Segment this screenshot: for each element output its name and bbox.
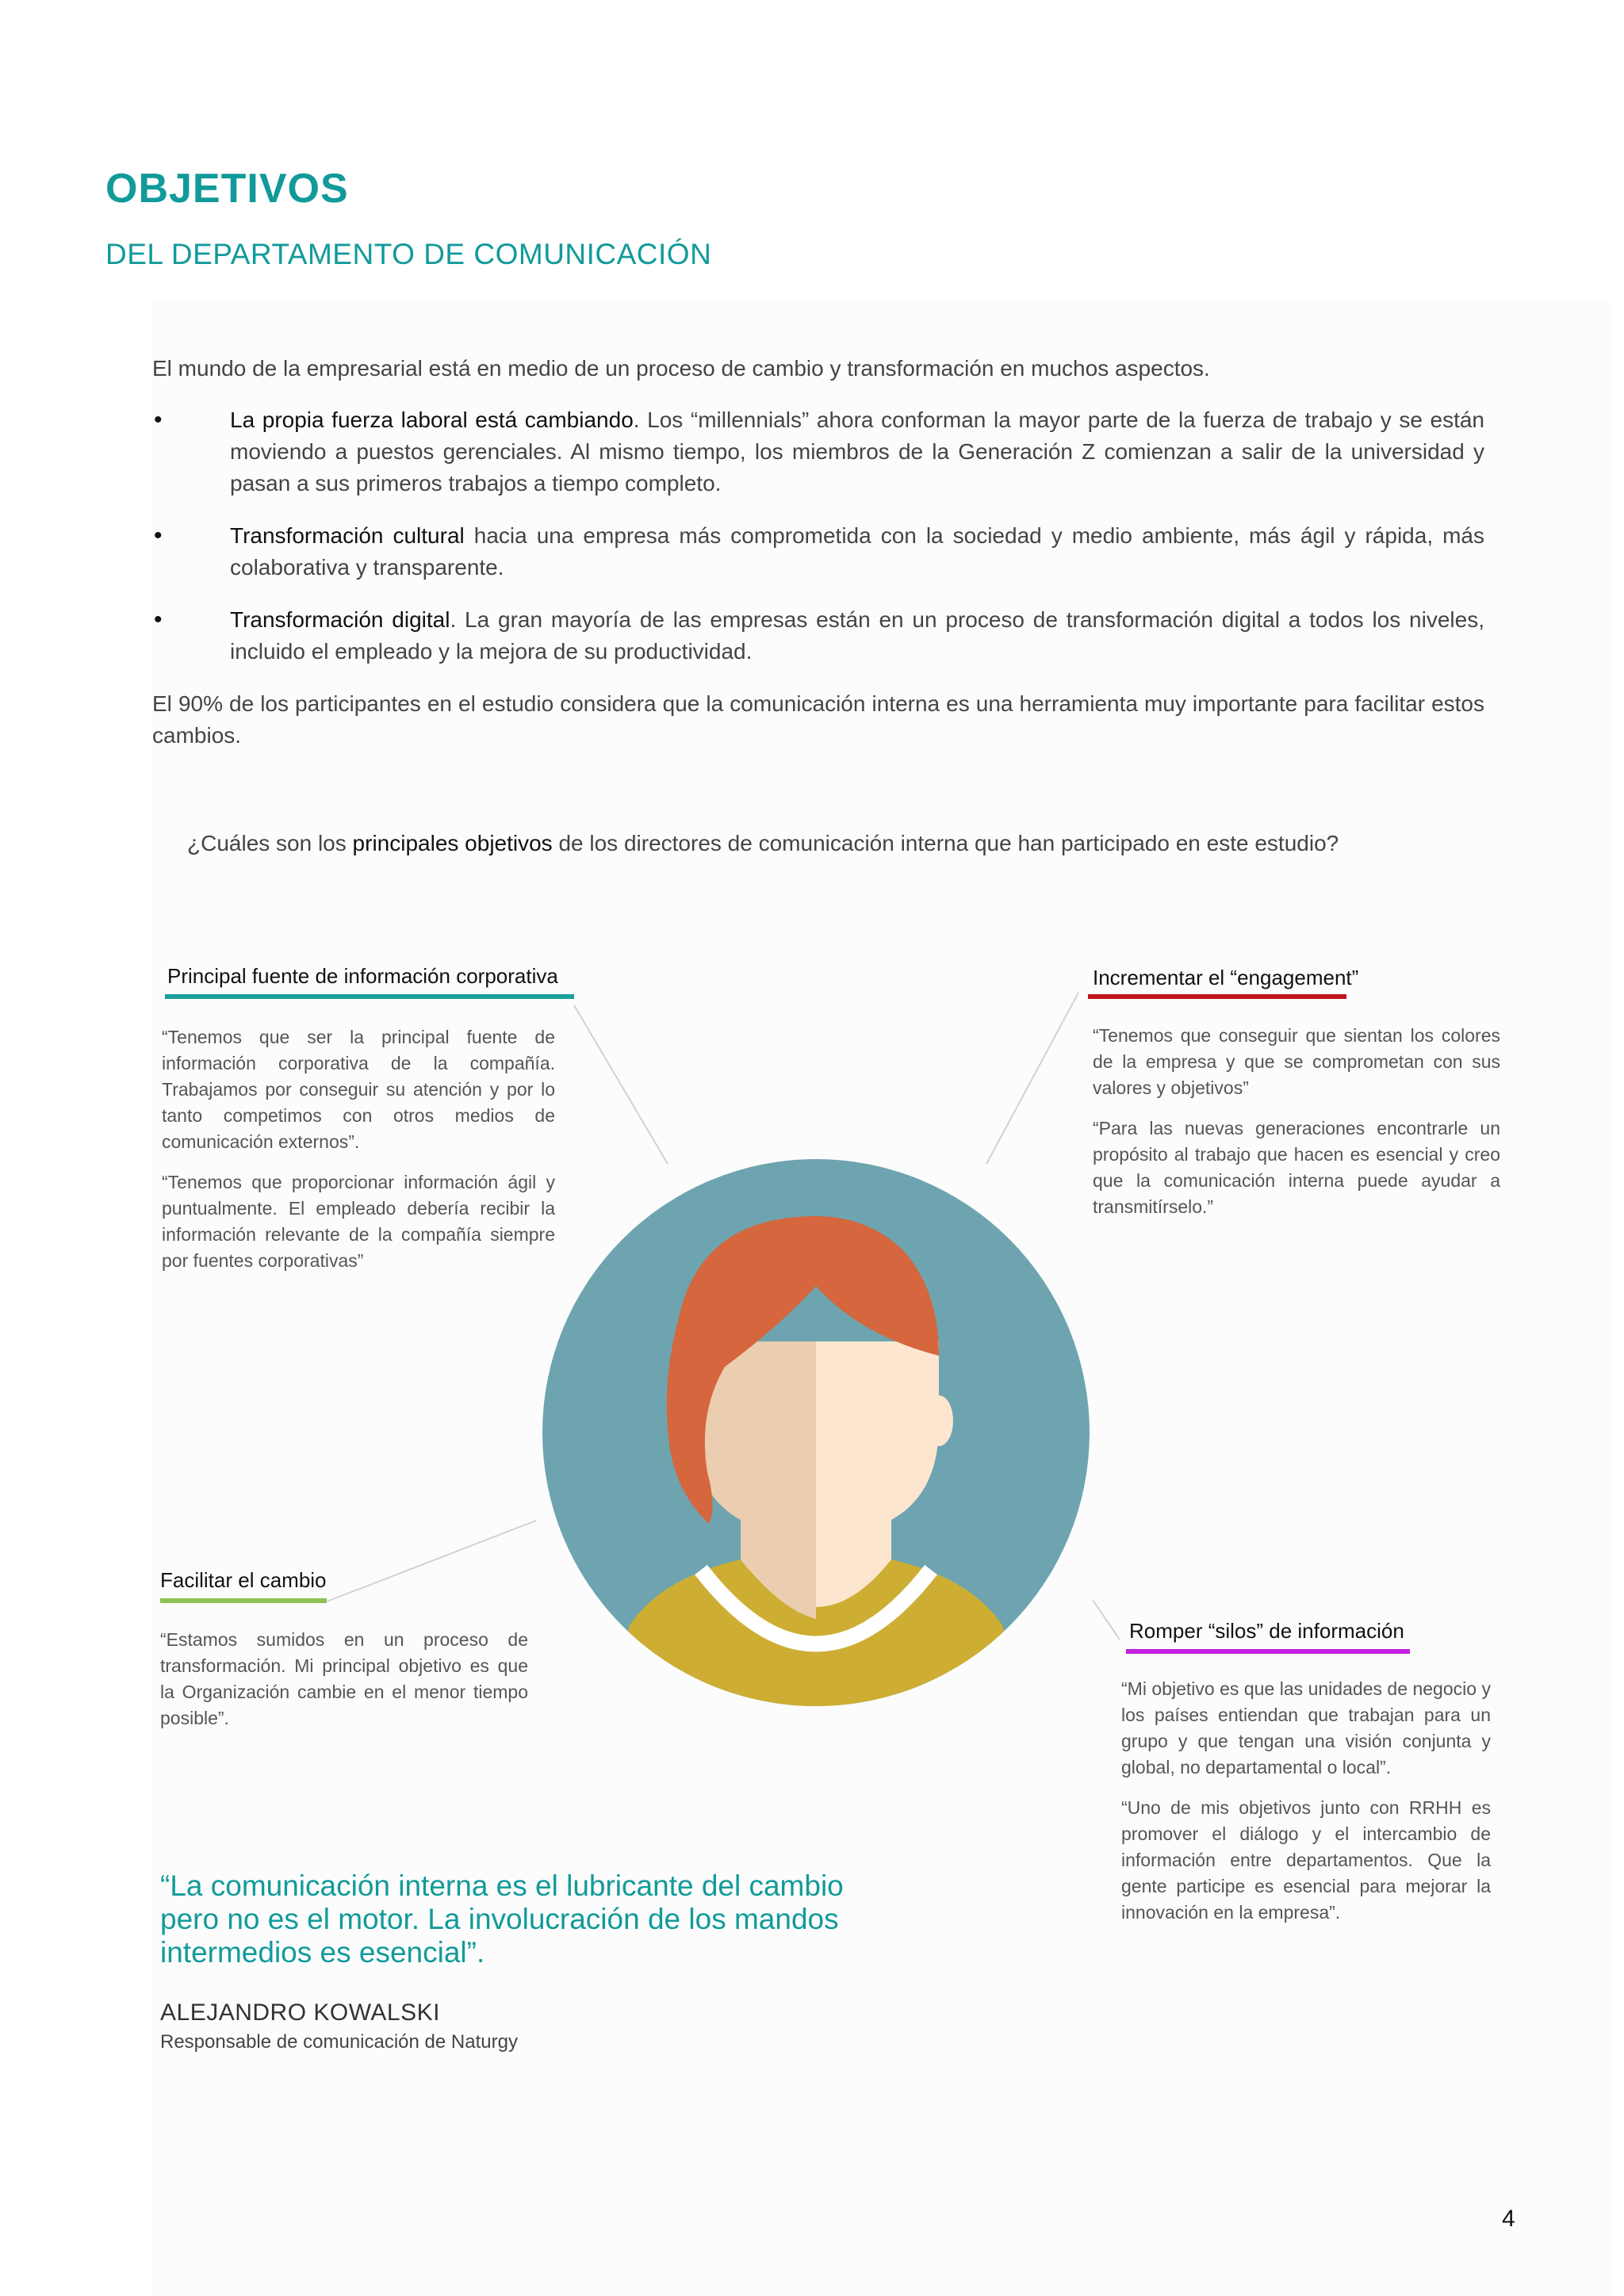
bullet-emphasis: La propia fuerza laboral está cambiando [230,408,634,432]
page-subtitle: DEL DEPARTAMENTO DE COMUNICACIÓN [105,238,712,270]
objective-quotes-fuente [162,1024,555,1288]
pull-quote: “La comunicación interna es el lubricante del cambio pero no es el motor. La involucración de los mandos intermedios es esencial”. [160,1869,844,1969]
objective-underline [165,994,574,999]
objective-title-cambio: Facilitar el cambio [160,1568,327,1592]
intro-lead: El mundo de la empresarial está en medio de un proceso de cambio y transformación en muchos aspectos. [152,356,1210,381]
bullet-emphasis: Transformación cultural [230,523,465,548]
bullet-icon: • [154,407,163,433]
question-emphasis: principales objetivos [352,831,553,855]
bullet-icon: • [154,607,163,633]
objective-quote: “Estamos sumidos en un proceso de transformación. Mi principal objetivo es que la Organización cambie en el menor tiempo posible”. [160,1629,528,1728]
objective-underline [1126,1649,1410,1654]
objective-quote: “Uno de mis objetivos junto con RRHH es promover el diálogo y el intercambio de información entre departamentos. Que la gente participe es esencial para mejorar la innovación en la empresa”. [1121,1797,1491,1923]
quote-author-role: Responsable de comunicación de Naturgy [160,2031,518,2053]
bullet-text: . Los “millennials” ahora conforman la mayor parte de la fuerza de trabajo y se están moviendo a puestos gerenciales. Al mismo tiempo, los miembros de la Generación Z comienzan a salir de la universidad y pasan a sus primeros trabajos a tiempo completo. [230,408,1485,496]
objective-title-fuente: Principal fuente de información corporativa [167,964,558,988]
objective-quote: “Tenemos que proporcionar información ágil y puntualmente. El empleado debería recibir la información relevante de la compañía siempre por fuentes corporativas” [162,1172,555,1271]
objective-quotes-silos [1121,1676,1491,1940]
page-number: 4 [1502,2206,1515,2232]
objective-quote: “Tenemos que conseguir que sientan los colores de la empresa y que se comprometan con sus valores y objetivos” [1093,1025,1500,1098]
objective-underline [160,1598,327,1603]
bullet-icon: • [154,522,163,549]
objective-quote: “Tenemos que ser la principal fuente de información corporativa de la compañía. Trabajamos por conseguir su atención y por lo tanto competimos con otros medios de comunicación externos”. [162,1027,555,1152]
page-title: OBJETIVOS [105,166,349,212]
objective-quote: “Para las nuevas generaciones encontrarle un propósito al trabajo que hacen es esencial y creo que la comunicación interna puede ayudar a transmitírselo.” [1093,1118,1500,1217]
quote-author-name: ALEJANDRO KOWALSKI [160,1999,440,2026]
bullet-text: . La gran mayoría de las empresas están en un proceso de transformación digital a todos los niveles, incluido el empleado y la mejora de su productividad. [230,607,1484,664]
avatar-ear [925,1395,953,1446]
bullet-emphasis: Transformación digital [230,607,450,632]
objective-quotes-cambio [160,1627,528,1746]
intro-closing: El 90% de los participantes en el estudio considera que la comunicación interna es una herramienta muy importante para facilitar estos cambios. [152,691,1484,748]
connector-line [574,1005,668,1164]
bullet-text: hacia una empresa más comprometida con la sociedad y medio ambiente, más ágil y rápida, más colaborativa y transparente. [230,523,1484,580]
connector-line [327,1521,536,1601]
objective-title-silos: Romper “silos” de información [1129,1619,1404,1643]
connector-line [986,993,1078,1164]
objective-quote: “Mi objetivo es que las unidades de negocio y los países entiendan que trabajan para un grupo y que tengan una visión conjunta y global, no departamental o local”. [1121,1678,1491,1777]
objective-quotes-engagement [1093,1023,1500,1234]
connector-line [1093,1600,1120,1640]
question-prefix: ¿Cuáles son los [187,831,353,855]
woman-avatar-icon [542,1159,1090,1706]
question-suffix: de los directores de comunicación interna que han participado en este estudio? [552,831,1339,855]
objective-underline [1088,994,1346,999]
objective-title-engagement: Incrementar el “engagement” [1093,966,1359,989]
